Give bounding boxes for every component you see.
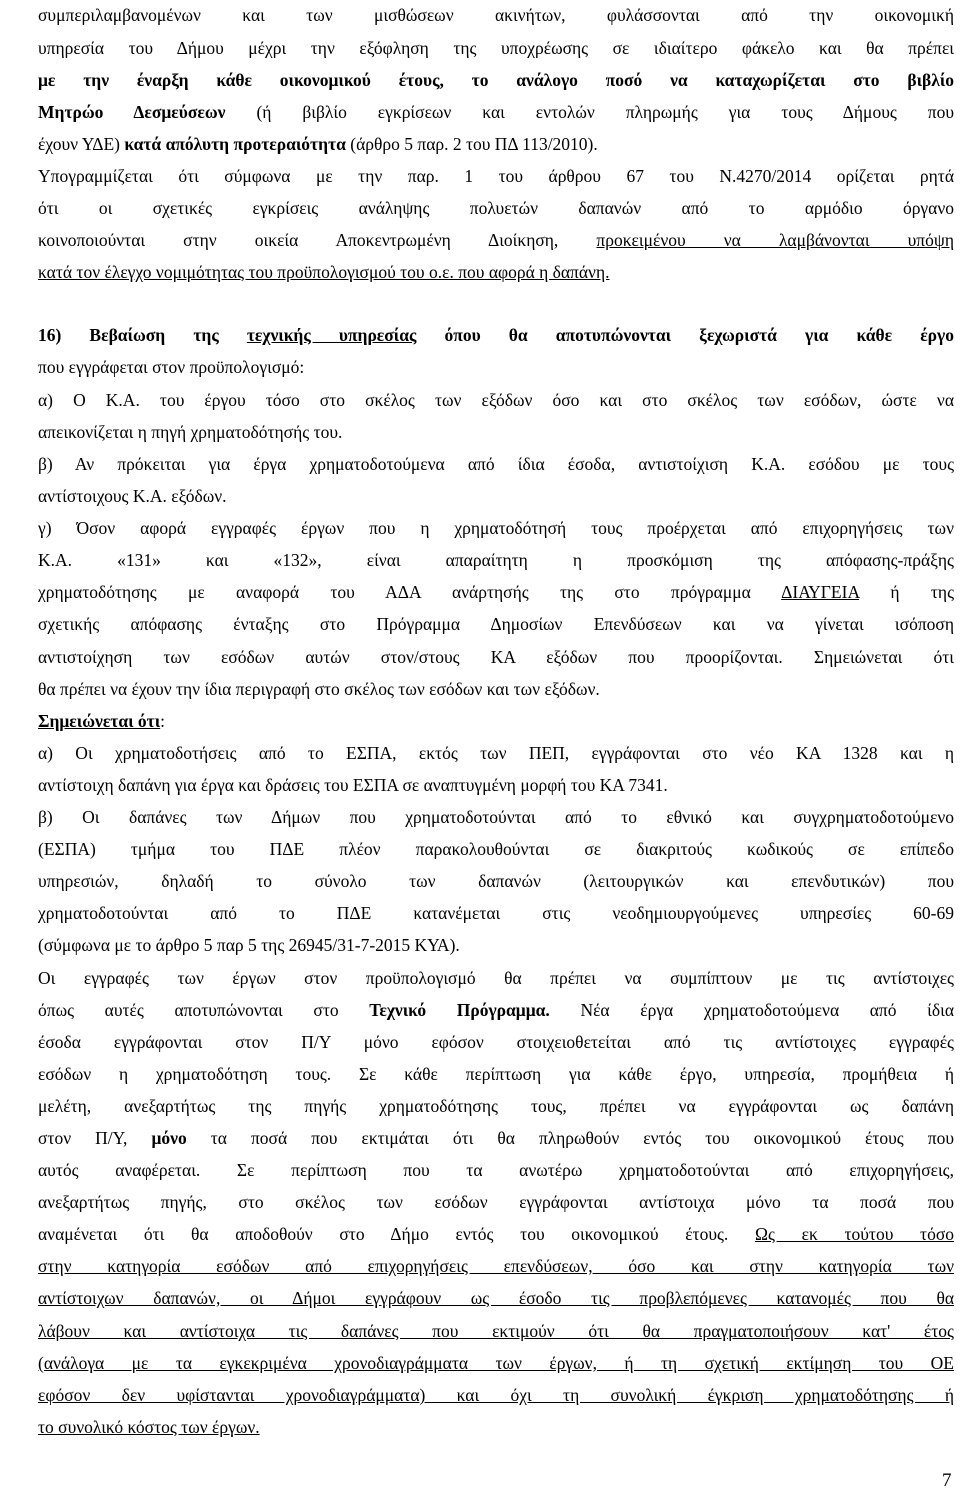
text-line (38, 1383, 954, 1407)
text-span: έσοδα εγγράφονται στον Π/Υ μόνο εφόσον στοιχειοθετείται από τις αντίστοιχες εγγραφές (38, 1032, 954, 1052)
text-span: μελέτη, ανεξαρτήτως της πηγής χρηματοδότησης τους, πρέπει να εγγράφονται ως δαπάνη (38, 1096, 954, 1116)
text-span: χρηματοδοτούνται από το ΠΔΕ κατανέμεται στις νεοδημιουργούμενες υπηρεσίες 60-69 (38, 903, 954, 923)
text-span: β) Αν πρόκειται για έργα χρηματοδοτούμενα από ίδια έσοδα, αντιστοίχιση Κ.Α. εσόδου με τους (38, 454, 954, 474)
text-span: λάβουν και αντίστοιχα τις δαπάνες που εκτιμούν ότι θα πραγματοποιήσουν κατ' έτος (38, 1321, 954, 1341)
text-line (38, 1158, 954, 1182)
text-span: στον Π/Υ, (38, 1128, 152, 1148)
text-line (38, 355, 304, 379)
text-span: ΔΙΑΥΓΕΙΑ (781, 582, 860, 602)
text-line (38, 388, 954, 412)
text-span: α) Οι χρηματοδοτήσεις από το ΕΣΠΑ, εκτός των ΠΕΠ, εγγράφονται στο νέο ΚΑ 1328 και η (38, 743, 954, 763)
text-line (38, 420, 342, 444)
text-line (38, 1254, 954, 1278)
text-line (38, 1415, 260, 1439)
text-span: αντιστοίχηση των εσόδων αυτών στον/στους ΚΑ εξόδων που προορίζονται. Σημειώνεται ότι (38, 647, 954, 667)
text-span: υπηρεσιών, δηλαδή το σύνολο των δαπανών (λειτουργικών και επενδυτικών) που (38, 871, 954, 891)
text-line (38, 709, 165, 733)
text-span: β) Οι δαπάνες των Δήμων που χρηματοδοτούνται από το εθνικό και συγχρηματοδοτούμενο (38, 807, 954, 827)
text-line (38, 1319, 954, 1343)
text-line (38, 36, 954, 60)
text-line (38, 645, 954, 669)
text-line (38, 837, 954, 861)
text-line (38, 1030, 954, 1054)
text-line (38, 164, 954, 188)
text-span: (σύμφωνα με το άρθρο 5 παρ 5 της 26945/31-7-2015 ΚΥΑ). (38, 935, 460, 955)
text-span: αντίστοιχων δαπανών, οι Δήμοι εγγράφουν ως έσοδο τις προβλεπόμενες κατανομές που θα (38, 1288, 954, 1308)
page-number: 7 (942, 1470, 952, 1491)
text-span: (ΕΣΠΑ) τμήμα του ΠΔΕ πλέον παρακολουθούνται σε διακριτούς κωδικούς σε επίπεδο (38, 839, 954, 859)
text-line (38, 132, 598, 156)
text-line (38, 228, 954, 252)
text-line (38, 1286, 954, 1310)
text-span: Μητρώο Δεσμεύσεων (38, 102, 226, 122)
text-span: αντίστοιχη δαπάνη για έργα και δράσεις του ΕΣΠΑ σε αναπτυγμένη μορφή του ΚΑ 7341. (38, 775, 668, 795)
text-span: προκειμένου να λαμβάνονται υπόψη (596, 230, 954, 250)
text-span: μόνο (151, 1128, 187, 1148)
text-span: όπου θα αποτυπώνονται ξεχωριστά για κάθε έργο (416, 325, 954, 345)
text-span: στην κατηγορία εσόδων από επιχορηγήσεις επενδύσεων, όσο και στην κατηγορία των (38, 1256, 954, 1276)
text-line (38, 933, 460, 957)
text-span: τεχνικής υπηρεσίας (246, 325, 417, 345)
text-line (38, 1062, 954, 1086)
text-line (38, 1094, 954, 1118)
text-span: : (160, 711, 166, 731)
text-line (38, 323, 954, 347)
text-span: Κ.Α. «131» και «132», είναι απαραίτητη η προσκόμιση της απόφασης-πράξης (38, 550, 954, 570)
text-line (38, 68, 954, 92)
text-span: που εγγράφεται στον προϋπολογισμό: (38, 357, 305, 377)
text-line (38, 966, 954, 990)
text-span: το συνολικό κόστος των έργων. (38, 1417, 260, 1437)
text-span: γ) Όσον αφορά εγγραφές έργων που η χρηματοδότησή τους προέρχεται από επιχορηγήσεις των (38, 518, 954, 538)
text-span: (ή βιβλίο εγκρίσεων και εντολών πληρωμής για τους Δήμους που (225, 102, 954, 122)
text-span: Οι εγγραφές των έργων στον προϋπολογισμό θα πρέπει να συμπίπτουν με τις αντίστοιχες (38, 968, 954, 988)
text-span: α) Ο Κ.Α. του έργου τόσο στο σκέλος των εξόδων όσο και στο σκέλος των εσόδων, ώστε να (38, 390, 954, 410)
text-span: έχουν ΥΔΕ) (38, 134, 125, 154)
text-line (38, 260, 610, 284)
text-span: ανεξαρτήτως πηγής, στο σκέλος των εσόδων εγγράφονται αντίστοιχα μόνο τα ποσά που (38, 1192, 954, 1212)
text-span: εφόσον δεν υφίστανται χρονοδιαγράμματα) και όχι τη συνολική έγκριση χρηματοδότησης ή (38, 1385, 954, 1405)
text-line (38, 805, 954, 829)
text-span: απεικονίζεται η πηγή χρηματοδότησής του. (38, 422, 343, 442)
text-line (38, 1190, 954, 1214)
text-span: κατά τον έλεγχο νομιμότητας του προϋπολογισμού του ο.ε. που αφορά η δαπάνη. (38, 262, 610, 282)
text-span: αναμένεται ότι θα αποδοθούν στο Δήμο εντός του οικονομικού έτους. (38, 1224, 755, 1244)
text-span: 16) Βεβαίωση της (38, 325, 247, 345)
text-span: τα ποσά που εκτιμάται ότι θα πληρωθούν εντός του οικονομικού έτους που (186, 1128, 955, 1148)
text-line (38, 1126, 954, 1150)
text-span: ή της (859, 582, 954, 602)
text-line (38, 773, 668, 797)
text-line (38, 998, 954, 1022)
text-line (38, 580, 954, 604)
text-line (38, 901, 954, 925)
text-span: Τεχνικό Πρόγραμμα. (369, 1000, 550, 1020)
text-span: χρηματοδότησης με αναφορά του ΑΔΑ ανάρτησής της στο πρόγραμμα (38, 582, 782, 602)
text-span: κοινοποιούνται στην οικεία Αποκεντρωμένη Διοίκηση, (38, 230, 597, 250)
text-span: θα πρέπει να έχουν την ίδια περιγραφή στο σκέλος των εσόδων και των εξόδων. (38, 679, 600, 699)
text-line (38, 869, 954, 893)
text-span: Σημειώνεται ότι (38, 711, 161, 731)
text-line (38, 1351, 954, 1375)
text-line (38, 3, 954, 27)
text-line (38, 100, 954, 124)
text-span: αντίστοιχους Κ.Α. εξόδων. (38, 486, 227, 506)
text-span: Νέα έργα χρηματοδοτούμενα από ίδια (549, 1000, 954, 1020)
text-span: αυτός αναφέρεται. Σε περίπτωση που τα ανωτέρω χρηματοδοτούνται από επιχορηγήσεις, (38, 1160, 954, 1180)
text-line (38, 452, 954, 476)
text-span: (άρθρο 5 παρ. 2 του ΠΔ 113/2010). (345, 134, 598, 154)
text-span: με την έναρξη κάθε οικονομικού έτους, το ανάλογο ποσό να καταχωρίζεται στο βιβλίο (38, 70, 954, 90)
text-span: κατά απόλυτη προτεραιότητα (124, 134, 346, 154)
text-line (38, 1222, 954, 1246)
text-span: όπως αυτές αποτυπώνονται στο (38, 1000, 370, 1020)
text-line (38, 484, 227, 508)
text-line (38, 612, 954, 636)
text-span: Υπογραμμίζεται ότι σύμφωνα με την παρ. 1 του άρθρου 67 του Ν.4270/2014 ορίζεται ρητά (38, 166, 954, 186)
text-span: ότι οι σχετικές εγκρίσεις ανάληψης πολυετών δαπανών από το αρμόδιο όργανο (38, 198, 954, 218)
text-line (38, 741, 954, 765)
text-line (38, 677, 600, 701)
text-span: συμπεριλαμβανομένων και των μισθώσεων ακινήτων, φυλάσσονται από την οικονομική (38, 5, 954, 25)
text-line (38, 516, 954, 540)
text-span: υπηρεσία του Δήμου μέχρι την εξόφληση της υποχρέωσης σε ιδιαίτερο φάκελο και θα πρέπει (38, 38, 954, 58)
text-span: σχετικής απόφασης ένταξης στο Πρόγραμμα Δημοσίων Επενδύσεων και να γίνεται ισόποση (38, 614, 954, 634)
text-span: Ως εκ τούτου τόσο (755, 1224, 954, 1244)
text-span: (ανάλογα με τα εγκεκριμένα χρονοδιαγράμματα των έργων, ή τη σχετική εκτίμηση του ΟΕ (38, 1353, 954, 1373)
text-line (38, 196, 954, 220)
text-line (38, 548, 954, 572)
text-span: εσόδων η χρηματοδότηση τους. Σε κάθε περίπτωση για κάθε έργο, υπηρεσία, προμήθεια ή (38, 1064, 954, 1084)
